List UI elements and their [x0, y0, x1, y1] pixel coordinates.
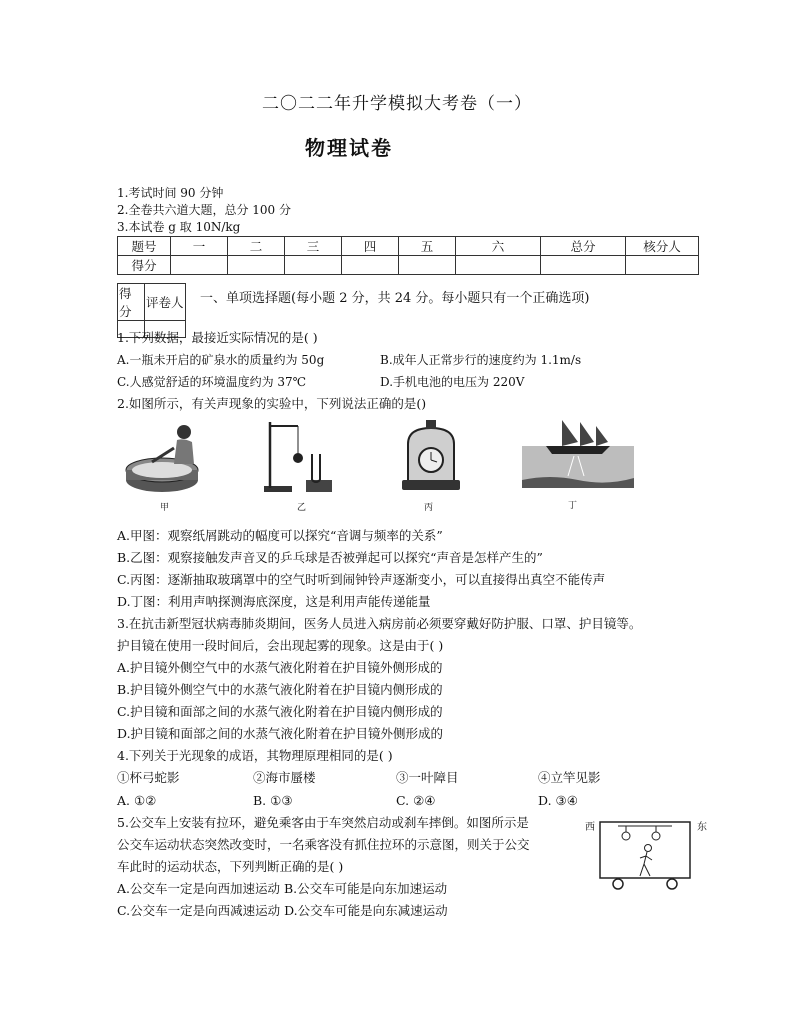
q4-stem: 4.下列关于光现象的成语，其物理原理相同的是( ) [117, 748, 393, 763]
score-cell: 总分 [541, 237, 626, 256]
sonar-ship-figure-ding [522, 416, 634, 488]
bell-jar-figure-bing [396, 418, 466, 494]
score-blank[interactable] [399, 256, 456, 275]
score-row-label: 得分 [118, 256, 171, 275]
q4-choice-c: C. ②④ [396, 793, 436, 808]
exam-title: 二〇二二年升学模拟大考卷（一） [262, 94, 532, 114]
section-heading: 一、单项选择题(每小题 2 分，共 24 分。每小题只有一个正确选项) [200, 291, 590, 306]
note-2: 2.全卷共六道大题，总分 100 分 [117, 203, 291, 217]
q1-option-a: A.一瓶未开启的矿泉水的质量约为 50g [117, 353, 325, 367]
score-cell: 核分人 [626, 237, 699, 256]
q5-stem-line2: 公交车运动状态突然改变时，一名乘客没有抓住拉环的示意图，则关于公交 [117, 837, 530, 852]
q3-option-c: C.护目镜和面部之间的水蒸气液化附着在护目镜内侧形成的 [117, 704, 443, 719]
q3-stem-line1: 3.在抗击新型冠状病毒肺炎期间，医务人员进入病房前必须要穿戴好防护服、口罩、护目镜等。 [117, 616, 642, 631]
score-cell: 一 [171, 237, 228, 256]
grader-name-label: 评卷人 [145, 284, 186, 321]
score-cell: 题号 [118, 237, 171, 256]
score-cell: 二 [228, 237, 285, 256]
score-blank[interactable] [342, 256, 399, 275]
q1-stem: 1.下列数据，最接近实际情况的是( ) [117, 330, 318, 345]
score-table [117, 236, 699, 275]
q1-option-b: B.成年人正常步行的速度约为 1.1m/s [380, 353, 582, 367]
q1-option-d: D.手机电池的电压为 220V [380, 375, 525, 389]
q5-option-cd: C.公交车一定是向西减速运动 D.公交车可能是向东减速运动 [117, 903, 448, 918]
q5-stem-line1: 5.公交车上安装有拉环，避免乘客由于车突然启动或刹车摔倒。如图所示是 [117, 815, 529, 830]
q5-option-ab: A.公交车一定是向西加速运动 B.公交车可能是向东加速运动 [117, 881, 448, 896]
q4-item-3: ③一叶障目 [396, 770, 459, 785]
q4-item-2: ②海市蜃楼 [253, 770, 316, 785]
score-blank[interactable] [171, 256, 228, 275]
bus-figure [598, 816, 692, 892]
note-3: 3.本试卷 g 取 10N/kg [117, 220, 241, 234]
q3-option-d: D.护目镜和面部之间的水蒸气液化附着在护目镜外侧形成的 [117, 726, 444, 741]
note-1: 1.考试时间 90 分钟 [117, 186, 224, 200]
q4-choice-a: A. ①② [117, 793, 157, 808]
q4-item-1: ①杯弓蛇影 [117, 770, 180, 785]
drum-figure-jia [122, 418, 212, 496]
score-cell: 五 [399, 237, 456, 256]
score-blank[interactable] [541, 256, 626, 275]
q1-option-c: C.人感觉舒适的环境温度约为 37℃ [117, 375, 307, 389]
q2-option-d: D.丁图：利用声呐探测海底深度，这是利用声能传递能量 [117, 594, 431, 609]
score-table-header-row [118, 237, 699, 256]
fig-label-ding: 丁 [568, 501, 578, 511]
q2-option-a: A.甲图：观察纸屑跳动的幅度可以探究“音调与频率的关系” [117, 528, 443, 543]
q2-stem: 2.如图所示，有关声现象的实验中，下列说法正确的是() [117, 396, 427, 411]
score-blank[interactable] [228, 256, 285, 275]
score-blank[interactable] [456, 256, 541, 275]
score-blank[interactable] [626, 256, 699, 275]
score-cell: 六 [456, 237, 541, 256]
score-cell: 四 [342, 237, 399, 256]
tuning-fork-figure-yi [262, 418, 342, 498]
subject-title: 物理试卷 [305, 136, 393, 160]
q2-option-c: C.丙图：逐渐抽取玻璃罩中的空气时听到闹钟铃声逐渐变小，可以直接得出真空不能传声 [117, 572, 606, 587]
q4-choice-d: D. ③④ [538, 793, 578, 808]
west-label: 西 [585, 822, 595, 833]
score-blank[interactable] [285, 256, 342, 275]
q3-option-b: B.护目镜外侧空气中的水蒸气液化附着在护目镜内侧形成的 [117, 682, 443, 697]
fig-label-jia: 甲 [160, 503, 170, 513]
score-table-score-row [118, 256, 699, 275]
q5-stem-line3: 车此时的运动状态，下列判断正确的是( ) [117, 859, 344, 874]
q3-option-a: A.护目镜外侧空气中的水蒸气液化附着在护目镜外侧形成的 [117, 660, 443, 675]
fig-label-yi: 乙 [297, 503, 307, 513]
q4-item-4: ④立竿见影 [538, 770, 601, 785]
q4-choice-b: B. ①③ [253, 793, 293, 808]
east-label: 东 [697, 822, 707, 833]
fig-label-bing: 丙 [424, 503, 434, 513]
q3-stem-line2: 护目镜在使用一段时间后，会出现起雾的现象。这是由于( ) [117, 638, 444, 653]
score-cell: 三 [285, 237, 342, 256]
grader-score-label: 得分 [118, 284, 145, 321]
q2-option-b: B.乙图：观察接触发声音叉的乒乓球是否被弹起可以探究“声音是怎样产生的” [117, 550, 543, 565]
